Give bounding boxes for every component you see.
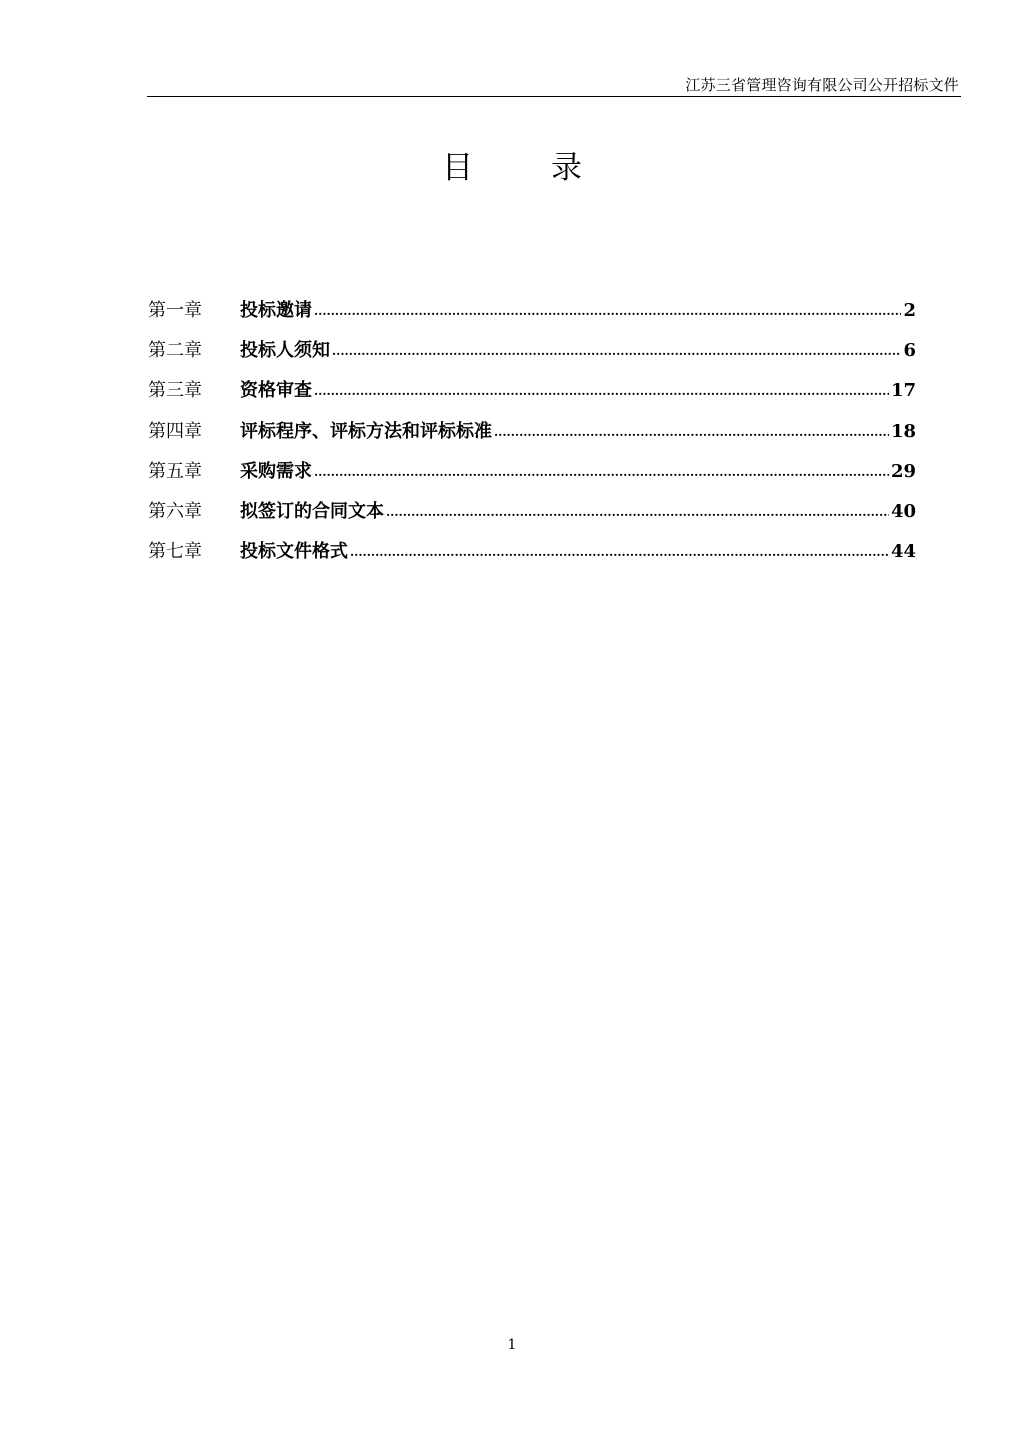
toc-page-number: 6 [903, 340, 916, 362]
toc-chapter-title: 资格审查 [240, 380, 312, 402]
toc-chapter-title: 投标邀请 [240, 300, 312, 321]
toc-page-number: 44 [890, 541, 916, 563]
toc-page-number: 29 [890, 460, 916, 482]
toc-chapter-title: 投标文件格式 [240, 541, 348, 563]
toc-entry[interactable] [148, 497, 916, 537]
toc-title-char: 录 [551, 150, 582, 186]
toc-chapter-label: 第七章 [148, 541, 202, 563]
toc-title-char: 目 [442, 150, 473, 186]
toc-title [0, 148, 1024, 188]
toc-entry[interactable] [148, 417, 916, 457]
toc-entry[interactable] [148, 336, 916, 376]
toc-dot-leader [332, 336, 901, 366]
toc-chapter-label: 第三章 [148, 380, 202, 402]
toc-chapter-label: 第五章 [148, 460, 202, 482]
toc-chapter-label: 第二章 [148, 340, 202, 362]
toc-dot-leader [314, 376, 889, 406]
toc-chapter-title: 投标人须知 [240, 340, 330, 362]
toc-entry[interactable] [148, 457, 916, 497]
toc-chapter-label: 第四章 [148, 420, 202, 442]
toc-chapter-title: 评标程序、评标方法和评标标准 [240, 420, 492, 442]
toc-list [148, 296, 916, 577]
toc-page-number: 2 [903, 300, 916, 321]
toc-dot-leader [494, 417, 889, 447]
toc-dot-leader [350, 537, 889, 567]
toc-chapter-label: 第一章 [148, 300, 202, 321]
toc-entry[interactable] [148, 537, 916, 577]
header-text: 江苏三省管理咨询有限公司公开招标文件 [685, 76, 959, 94]
toc-chapter-title: 采购需求 [240, 460, 312, 482]
toc-entry[interactable] [148, 296, 916, 336]
page-number: 1 [507, 1337, 517, 1353]
toc-page-number: 18 [890, 420, 916, 442]
toc-dot-leader [314, 296, 901, 326]
toc-page-number: 17 [890, 380, 916, 402]
toc-dot-leader [386, 497, 889, 527]
toc-chapter-title: 拟签订的合同文本 [240, 500, 384, 522]
toc-entry[interactable] [148, 376, 916, 416]
toc-chapter-label: 第六章 [148, 500, 202, 522]
page-header [147, 70, 961, 97]
toc-page-number: 40 [890, 500, 916, 522]
toc-dot-leader [314, 457, 889, 487]
